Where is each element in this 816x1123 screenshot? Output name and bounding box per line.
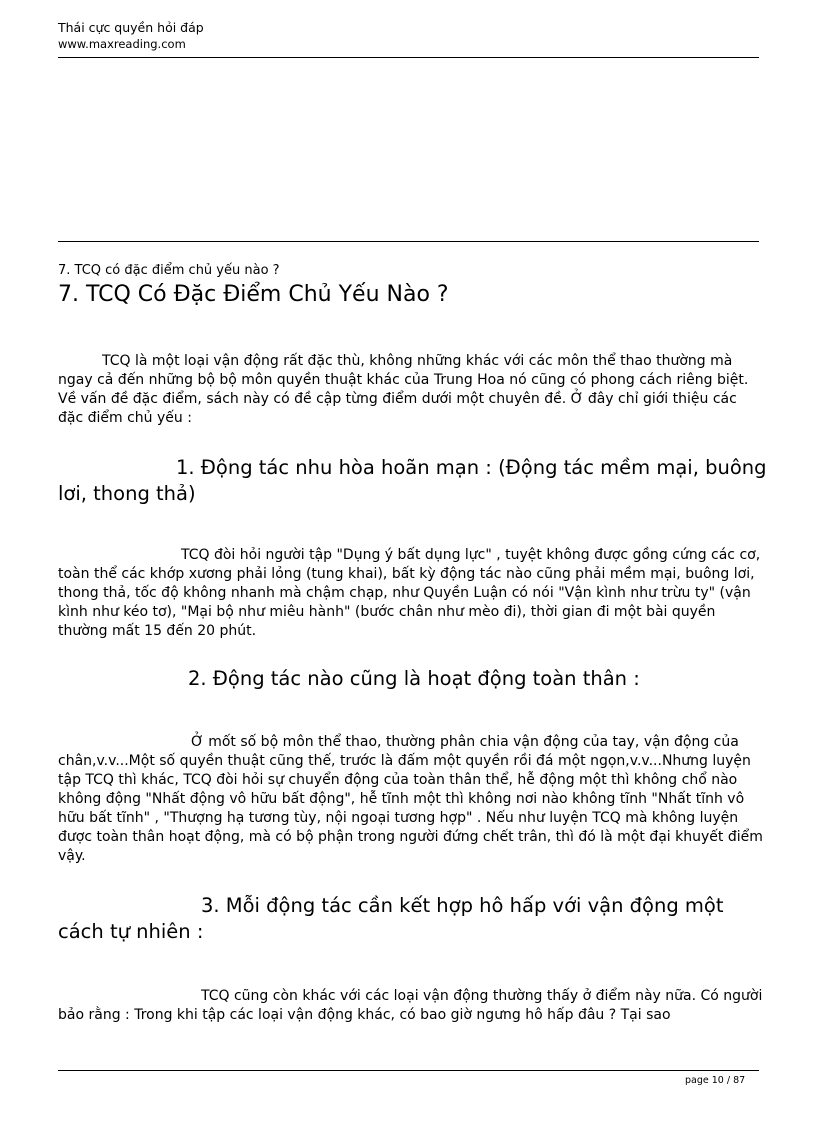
paragraph-1: TCQ đòi hỏi người tập "Dụng ý bất dụng lực" , tuyệt không được gồng cứng các cơ, toàn thể các khớp xương phải lỏng (tung khai), bất kỳ động tác nào cũng phải mềm mại, buông lơi, thong thả, tốc độ không nhanh mà chậm chạp, như Quyền Luận có nói "Vận kình như trừu ty" (vận kình như kéo tơ), "Mại bộ như miêu hành" (bước chân như mèo đi), thời gian đi một bài quyền thường mất 15 đến 20 phút. <box>58 547 761 639</box>
section-rule <box>58 241 759 242</box>
header-rule <box>58 57 759 58</box>
heading-2: 2. Động tác nào cũng là hoạt động toàn thân : <box>188 667 640 690</box>
document-header-title: Thái cực quyền hỏi đáp <box>58 20 204 35</box>
paragraph-3: TCQ cũng còn khác với các loại vận động thường thấy ở điểm này nữa. Có người bảo rằng : Trong khi tập các loại vận động khác, có bao giờ ngưng hô hấp đâu ? Tại sao <box>58 988 763 1023</box>
heading-3: 3. Mỗi động tác cần kết hợp hô hấp với vận động một cách tự nhiên : <box>58 894 724 943</box>
document-header-url: www.maxreading.com <box>58 37 186 51</box>
paragraph-2: Ở mốt số bộ môn thể thao, thường phân chia vận động của tay, vận động của chân,v.v...Một số quyền thuật cũng thế, trước là đấm một quyền rồi đá một ngọn,v.v...Nhưng luyện tập TCQ thì khác, TCQ đòi hỏi sự chuyển động của toàn thân thể, hễ động một thì không chổ nào không động "Nhất động vô hữu bất động", hễ tĩnh một thì không nơi nào không tĩnh "Nhất tĩnh vô hữu bất tĩnh" , "Thượng hạ tương tùy, nội ngoại tương hợp" . Nếu như luyện TCQ mà không luyện được toàn thân hoạt động, mà có bộ phận trong người đứng chết trân, thì đó là một đại khuyết điểm vậy. <box>58 734 763 864</box>
footer-rule <box>58 1070 759 1071</box>
page-number: page 10 / 87 <box>685 1075 746 1086</box>
heading-1: 1. Động tác nhu hòa hoãn mạn : (Động tác mềm mại, buông lơi, thong thả) <box>58 456 767 505</box>
section-small-title: 7. TCQ có đặc điểm chủ yếu nào ? <box>58 263 280 278</box>
section-title: 7. TCQ Có Đặc Điểm Chủ Yếu Nào ? <box>58 282 449 307</box>
intro-paragraph: TCQ là một loại vận động rất đặc thù, không những khác với các môn thể thao thường mà ngay cả đến những bộ bộ môn quyền thuật khác của Trung Hoa nó cũng có phong cách riêng biệt. Về vấn đề đặc điểm, sách này có đề cập từng điểm dưới một chuyên đề. Ở đây chỉ giới thiệu các đặc điểm chủ yếu : <box>58 353 749 426</box>
